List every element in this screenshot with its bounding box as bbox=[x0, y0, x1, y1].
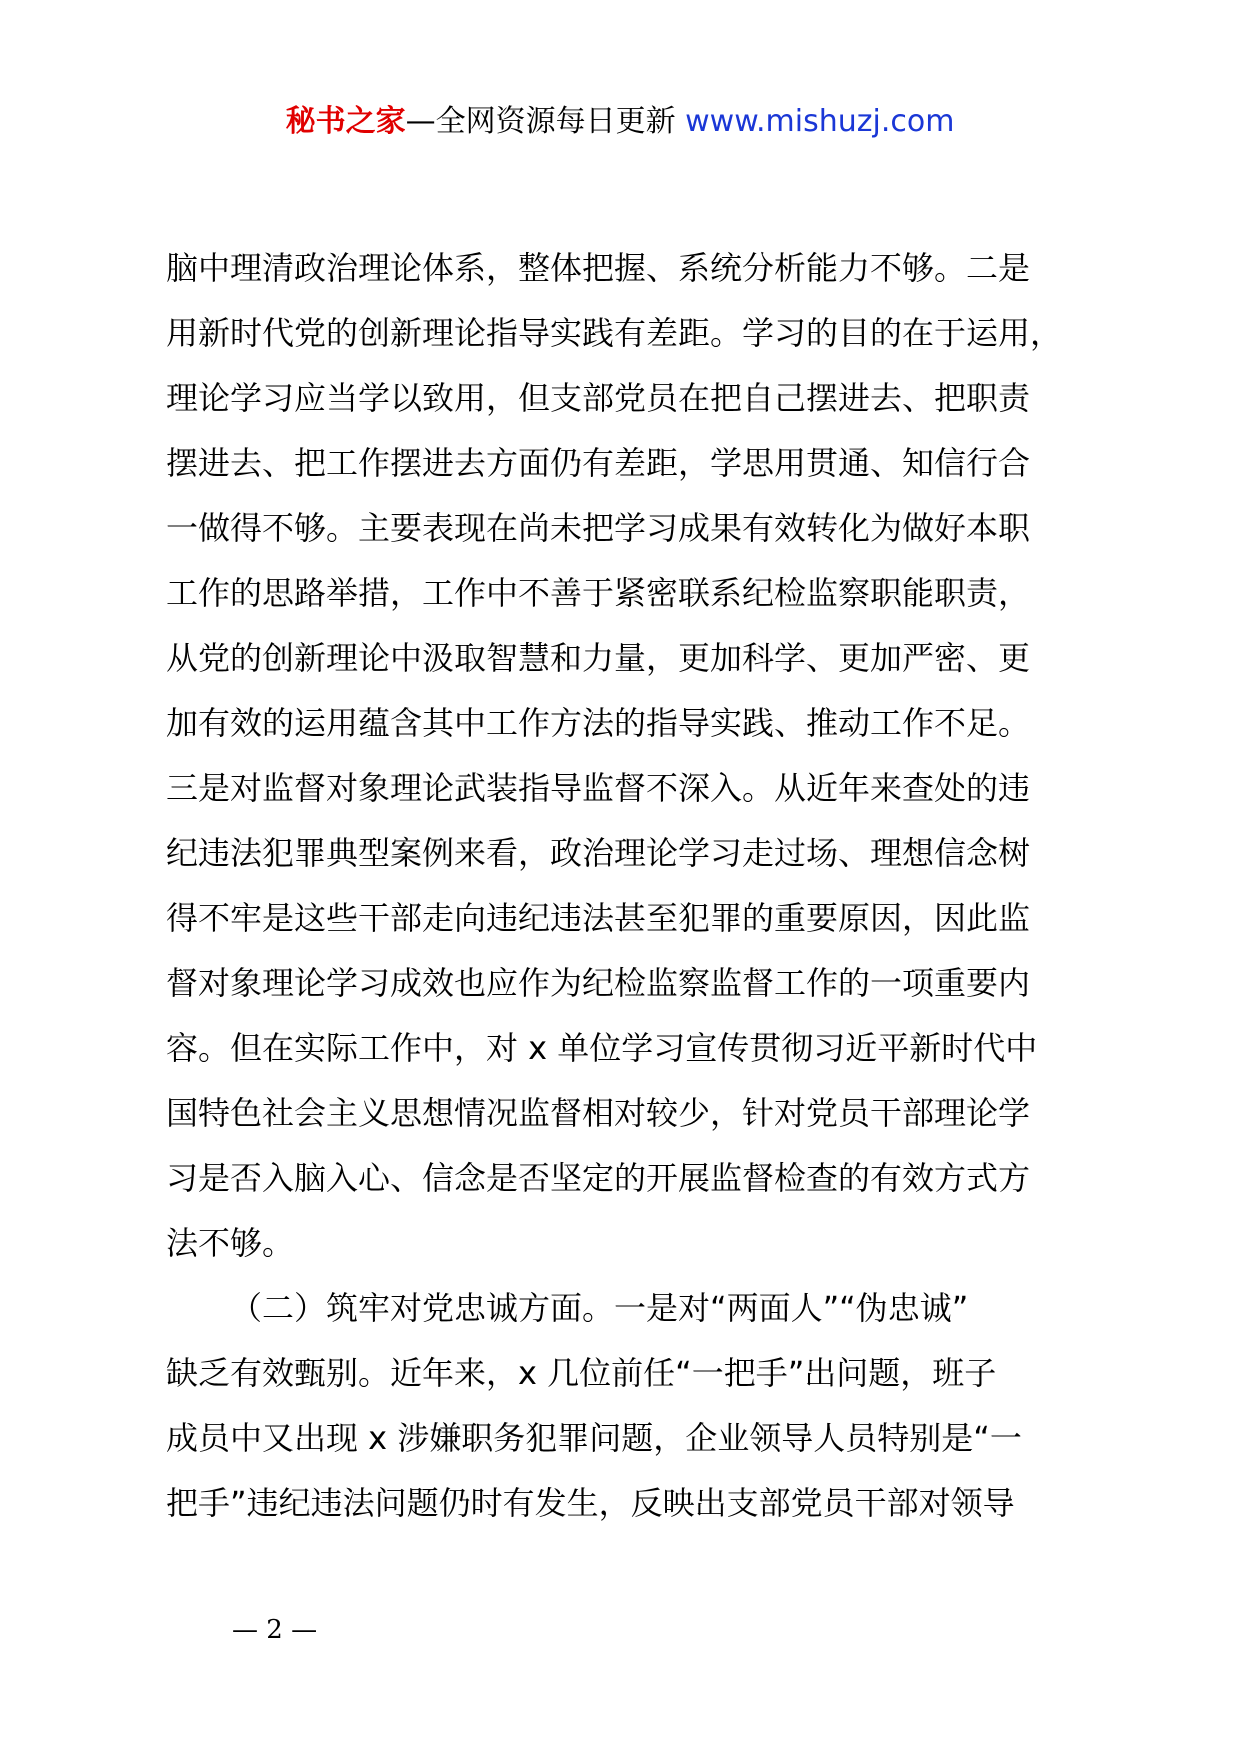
text-line: 容。但在实际工作中，对 x 单位学习宣传贯彻习近平新时代中 bbox=[166, 1029, 1038, 1067]
page-number: — 2 — bbox=[232, 1615, 318, 1645]
body-text bbox=[166, 236, 1126, 1536]
website-link[interactable]: www.mishuzj.com bbox=[685, 104, 955, 139]
text-line: 纪违法犯罪典型案例来看，政治理论学习走过场、理想信念树 bbox=[166, 834, 1031, 872]
text-line: 把手”违纪违法问题仍时有发生，反映出支部党员干部对领导 bbox=[166, 1484, 1015, 1522]
text-line: 一做得不够。主要表现在尚未把学习成果有效转化为做好本职 bbox=[166, 509, 1031, 547]
text-line: 成员中又出现 x 涉嫌职务犯罪问题，企业领导人员特别是“一 bbox=[166, 1419, 1022, 1457]
text-line: 法不够。 bbox=[166, 1224, 295, 1262]
text-line: 用新时代党的创新理论指导实践有差距。学习的目的在于运用， bbox=[166, 314, 1063, 352]
text-line: 摆进去、把工作摆进去方面仍有差距，学思用贯通、知信行合 bbox=[166, 444, 1031, 482]
text-line: 三是对监督对象理论武装指导监督不深入。从近年来查处的违 bbox=[166, 769, 1031, 807]
text-line: 得不牢是这些干部走向违纪违法甚至犯罪的重要原因，因此监 bbox=[166, 899, 1031, 937]
text-line: 缺乏有效甄别。近年来，x 几位前任“一把手”出问题，班子 bbox=[166, 1354, 997, 1392]
text-line: 加有效的运用蕴含其中工作方法的指导实践、推动工作不足。 bbox=[166, 704, 1031, 742]
text-line: 从党的创新理论中汲取智慧和力量，更加科学、更加严密、更 bbox=[166, 639, 1031, 677]
text-line: 国特色社会主义思想情况监督相对较少，针对党员干部理论学 bbox=[166, 1094, 1031, 1132]
text-line: 理论学习应当学以致用，但支部党员在把自己摆进去、把职责 bbox=[166, 379, 1031, 417]
brand-name: 秘书之家 bbox=[285, 104, 406, 139]
text-line: 习是否入脑入心、信念是否坚定的开展监督检查的有效方式方 bbox=[166, 1159, 1031, 1197]
page-header bbox=[0, 100, 1240, 144]
text-line: 工作的思路举措，工作中不善于紧密联系纪检监察职能职责， bbox=[166, 574, 1031, 612]
section-heading-line: （二）筑牢对党忠诚方面。一是对“两面人”“伪忠诚” bbox=[230, 1289, 969, 1327]
header-slogan: —全网资源每日更新 bbox=[405, 104, 676, 139]
text-line: 脑中理清政治理论体系，整体把握、系统分析能力不够。二是 bbox=[166, 249, 1031, 287]
text-line: 督对象理论学习成效也应作为纪检监察监督工作的一项重要内 bbox=[166, 964, 1031, 1002]
